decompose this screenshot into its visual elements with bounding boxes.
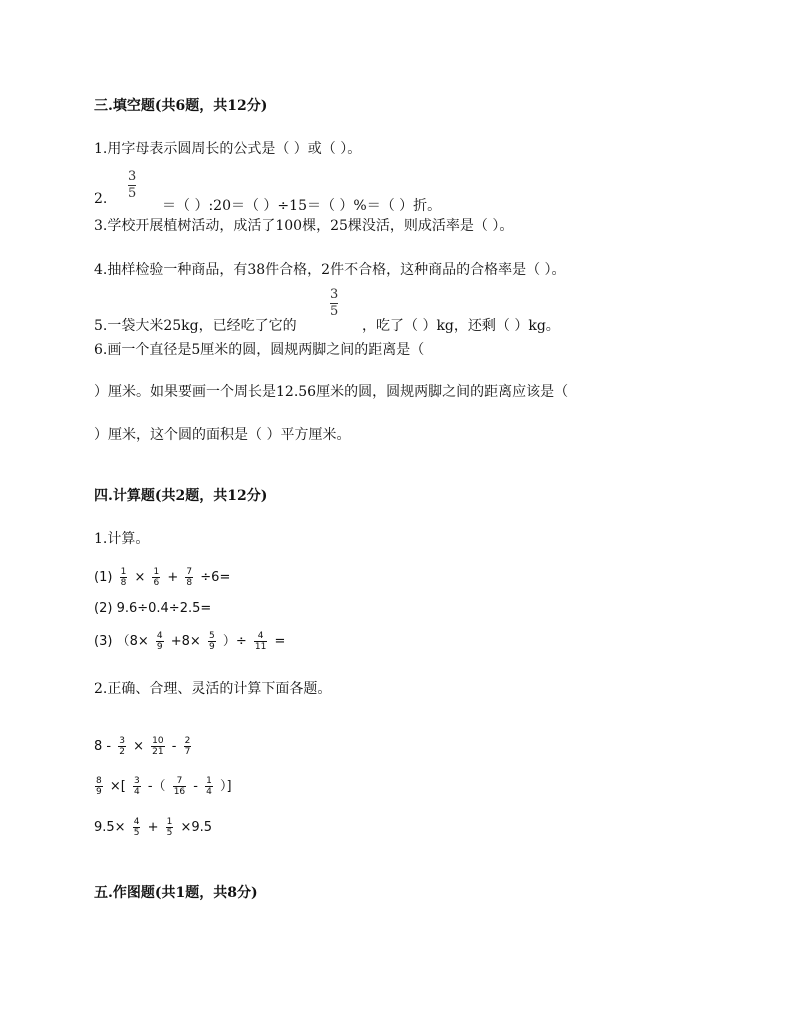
- expression-1: [94, 736, 194, 757]
- calc-part: （8×: [116, 634, 149, 649]
- fraction: [133, 776, 141, 797]
- fraction-numerator: 5: [208, 631, 215, 641]
- fraction: [254, 631, 267, 652]
- expression-2: [92, 775, 232, 797]
- fraction-numerator: 4: [133, 817, 140, 827]
- question-3-6-line-1: 6.画一个直径是5厘米的圆，圆规两脚之间的距离是（: [94, 342, 425, 358]
- fraction-denominator: 21: [152, 747, 164, 757]
- fraction-numerator: 3: [119, 736, 125, 746]
- fraction-denominator: 9: [156, 642, 163, 652]
- calc-part: ）÷: [222, 634, 247, 649]
- fraction-denominator: 6: [153, 578, 160, 588]
- calc-item-3: [94, 630, 285, 652]
- section-3-heading: 三.填空题(共6题，共12分): [94, 98, 268, 114]
- fraction-denominator: 8: [186, 578, 193, 588]
- question-3-5-text-after: ，吃了（ ）kg，还剩（ ）kg。: [362, 318, 560, 334]
- fraction: [133, 817, 141, 838]
- operator: ×: [134, 570, 146, 585]
- question-3-1: 1.用字母表示圆周长的公式是（ ）或（ ）。: [94, 141, 362, 157]
- calc-item-label: (1): [94, 570, 113, 585]
- fraction-denominator: 16: [173, 787, 186, 797]
- fraction-numerator: 1: [166, 817, 173, 827]
- fraction-denominator: 7: [184, 747, 191, 757]
- fraction: [120, 567, 128, 588]
- fraction: [151, 736, 164, 757]
- calc-item-2: [94, 601, 211, 616]
- fraction: [95, 776, 103, 797]
- fraction-numerator: 4: [156, 631, 163, 641]
- question-3-5-text-before: 5.一袋大米25kg，已经吃了它的: [94, 318, 297, 334]
- expression-part: -（: [147, 779, 166, 794]
- fraction: [205, 776, 213, 797]
- calc-expression: 9.6÷0.4÷2.5=: [116, 601, 212, 616]
- fraction-denominator: 9: [96, 787, 102, 797]
- question-3-6-line-2: ）厘米。如果要画一个周长是12.56厘米的圆，圆规两脚之间的距离应该是（: [94, 384, 569, 400]
- fraction-numerator: 10: [152, 736, 164, 746]
- fraction-numerator: 2: [184, 736, 191, 746]
- question-3-3: 3.学校开展植树活动，成活了100棵，25棵没活，则成活率是（ ）。: [94, 218, 514, 234]
- fraction-numerator: 1: [153, 567, 160, 577]
- expression-lead: 8 -: [94, 739, 112, 754]
- fraction: [118, 736, 126, 757]
- fraction: [156, 631, 164, 652]
- question-3-6-line-3: ）厘米，这个圆的面积是（ ）平方厘米。: [94, 427, 351, 443]
- question-4-1-title: 1.计算。: [94, 531, 150, 547]
- fraction-denominator: 8: [120, 578, 127, 588]
- question-3-5-fraction: [330, 287, 338, 320]
- expression-3: [94, 817, 212, 838]
- question-3-2-number: 2.: [94, 191, 108, 207]
- calc-item-label: (3): [94, 634, 113, 649]
- fraction-numerator: 3: [128, 169, 137, 184]
- fraction-denominator: 11: [254, 642, 267, 652]
- expression-part: ）]: [220, 779, 232, 794]
- fraction: [184, 736, 192, 757]
- fraction-denominator: 5: [133, 828, 140, 838]
- question-3-4: 4.抽样检验一种商品，有38件合格，2件不合格，这种商品的合格率是（ ）。: [94, 262, 566, 278]
- fraction-numerator: 7: [176, 776, 183, 786]
- fraction: [208, 631, 216, 652]
- fraction: [152, 567, 160, 588]
- fraction-numerator: 7: [186, 567, 193, 577]
- calc-part: +8×: [170, 634, 201, 649]
- fraction: [185, 567, 193, 588]
- question-3-2-text: ＝（ ）:20＝（ ）÷15＝（ ）%＝（ ）折。: [162, 198, 442, 214]
- fraction-numerator: 3: [330, 287, 339, 302]
- fraction-denominator: 4: [133, 787, 140, 797]
- expression-tail: ×9.5: [180, 820, 213, 835]
- operator: +: [147, 820, 159, 835]
- fraction-numerator: 1: [120, 567, 127, 577]
- operator: +: [167, 570, 179, 585]
- expression-part: ×[: [109, 779, 126, 794]
- fraction-numerator: 4: [257, 631, 264, 641]
- operator: -: [171, 739, 177, 754]
- fraction-denominator: 9: [208, 642, 215, 652]
- calc-item-label: (2): [94, 601, 113, 616]
- calc-tail: =: [274, 634, 286, 649]
- question-4-2-title: 2.正确、合理、灵活的计算下面各题。: [94, 681, 332, 697]
- expression-part: -: [193, 779, 198, 794]
- fraction-numerator: 1: [206, 776, 212, 786]
- fraction-denominator: 2: [119, 747, 125, 757]
- section-5-heading: 五.作图题(共1题，共8分): [94, 885, 258, 901]
- fraction-denominator: 5: [166, 828, 173, 838]
- fraction: [166, 817, 174, 838]
- operator: ×: [133, 739, 145, 754]
- expression-lead: 9.5×: [94, 820, 126, 835]
- fraction-denominator: 5: [128, 186, 137, 201]
- calc-tail: ÷6=: [200, 570, 231, 585]
- calc-item-1: [94, 567, 230, 588]
- fraction: [173, 776, 186, 797]
- question-3-2-fraction: [128, 169, 136, 202]
- fraction-numerator: 3: [133, 776, 140, 786]
- fraction-denominator: 5: [330, 304, 339, 319]
- section-4-heading: 四.计算题(共2题，共12分): [94, 488, 268, 504]
- fraction-numerator: 8: [96, 776, 102, 786]
- fraction-denominator: 4: [206, 787, 212, 797]
